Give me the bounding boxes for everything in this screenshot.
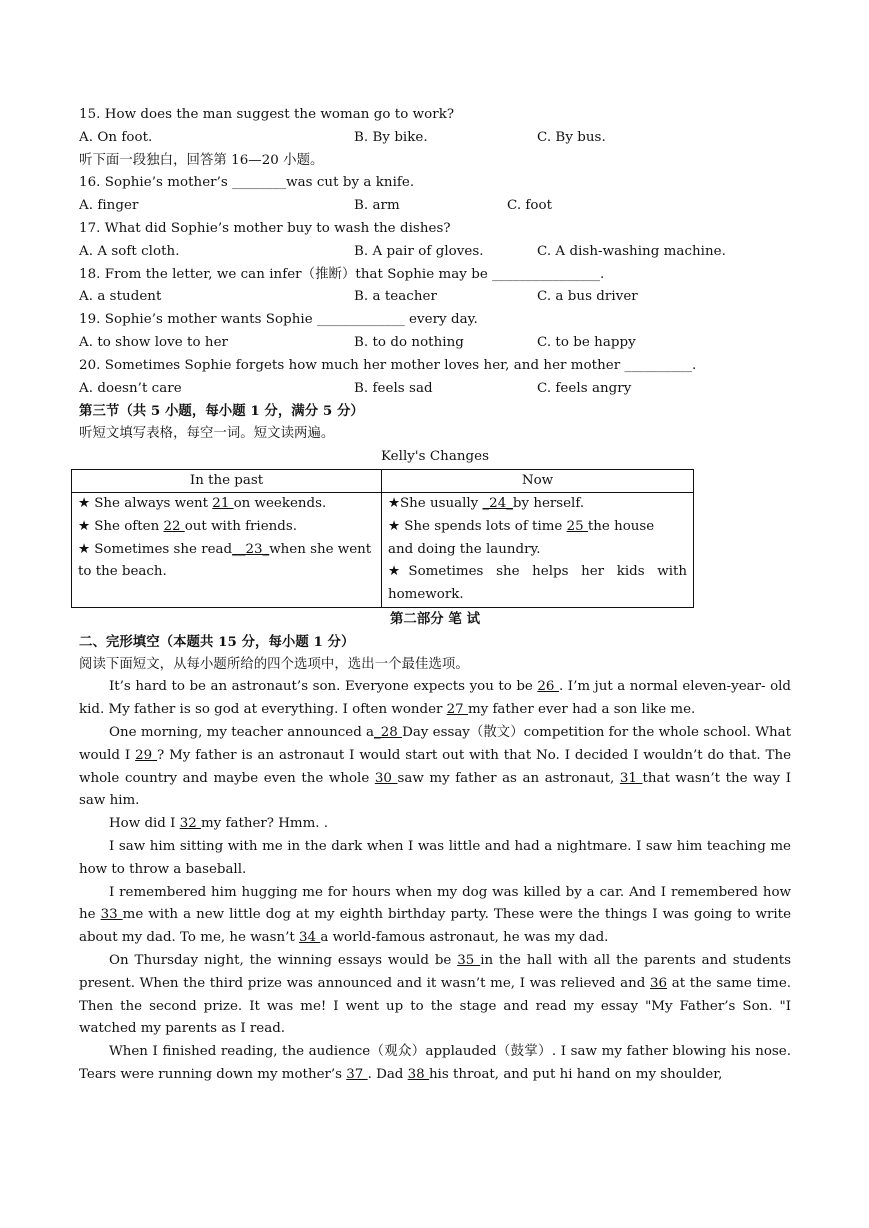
passage-paragraph-1: It’s hard to be an astronaut’s son. Everyone expects you to be 26 . I’m jut a normal eleven-year- old kid. My father is so god at everything. I often wonder 27 my father ever had a son like me. [79,679,791,718]
q19-options [79,332,791,355]
blank-35: 35 [457,952,481,968]
blank-21: 21 [212,496,234,511]
blank-29: 29 [135,747,158,763]
q19-stem: 19. Sophie’s mother wants Sophie _____________ every day. [79,312,478,328]
q19-option-b: B. to do nothing [354,334,464,350]
now-line-2: ★ She spends lots of time 25 the house [388,518,655,534]
q18-option-c: C. a bus driver [537,289,638,305]
written-section [79,608,791,1087]
past-line-3: ★ Sometimes she read__23_when she went [78,541,372,557]
cloze-section-title: 二、完形填空（本题共 15 分，每小题 1 分） [79,633,355,650]
q16-option-c: C. foot [507,198,553,214]
blank-28: _28 [374,724,403,740]
q17-option-a: A. A soft cloth. [79,243,180,259]
cell-now [382,493,694,608]
blank-37: 37 [346,1066,368,1082]
q16-options [79,195,791,218]
section3-instruction: 听短文填写表格，每空一词。短文读两遍。 [79,426,335,442]
listening-section [79,104,791,469]
q15-option-c: C. By bus. [537,129,606,145]
blank-27: 27 [446,702,468,718]
q17-stem: 17. What did Sophie’s mother buy to wash the dishes? [79,220,451,236]
blank-32: 32 [179,816,201,832]
col-header-now: Now [382,470,694,493]
q20-option-a: A. doesn’t care [79,380,182,396]
q15-stem: 15. How does the man suggest the woman go to work? [79,107,455,122]
q19-option-a: A. to show love to her [79,334,228,350]
passage-paragraph-2: One morning, my teacher announced a_28 Day essay（散文）competition for the whole school. What would I 29 ? My father is an astronaut I would start out with that No. I decided I wouldn’t do that. The whole country and maybe even the whole 30 saw my father as an astronaut, 31 that wasn’t the way I saw him. [79,724,791,809]
q19-option-c: C. to be happy [537,334,636,350]
q15-option-b: B. By bike. [354,129,428,145]
intro-16-20: 听下面一段独白，回答第 16—20 小题。 [79,152,324,168]
passage-paragraph-7: When I finished reading, the audience（观众）applauded（鼓掌）. I saw my father blowing his nose. Tears were running down my mother’s 37 . Dad 38 his throat, and put hi hand on my shoulder, [79,1044,791,1082]
blank-33: 33 [100,907,123,923]
q18-options [79,286,791,309]
q17-option-b: B. A pair of gloves. [354,243,484,259]
q17-option-c: C. A dish-washing machine. [537,243,726,259]
past-line-4: to the beach. [78,564,167,580]
q15-options [79,127,791,150]
q17-options [79,241,791,264]
q15-option-a: A. On foot. [79,129,153,145]
past-line-2: ★ She often 22 out with friends. [78,518,297,534]
q20-option-c: C. feels angry [537,380,632,396]
passage-paragraph-3: How did I 32 my father? Hmm. . [109,816,329,832]
q18-stem: 18. From the letter, we can infer（推断）that Sophie may be ________________. [79,266,605,282]
col-header-past: In the past [72,470,382,493]
blank-31: 31 [619,770,643,786]
q20-option-b: B. feels sad [354,380,433,396]
past-line-1: ★ She always went 21 on weekends. [78,496,327,511]
blank-23: __23_ [232,541,270,557]
blank-34: 34 [299,930,321,946]
q16-option-b: B. arm [354,198,400,214]
now-line-1: ★She usually _24_by herself. [388,496,585,511]
now-line-4: ★Sometimes she helps her kids with [388,564,687,580]
section3-title: 第三节（共 5 小题，每小题 1 分，满分 5 分） [79,403,364,420]
q20-stem: 20. Sometimes Sophie forgets how much her mother loves her, and her mother __________. [79,357,697,373]
now-line-3: and doing the laundry. [388,541,541,557]
q18-option-a: A. a student [79,289,162,305]
q20-options [79,378,791,401]
blank-36: 36 [650,975,668,991]
blank-22: 22 [163,518,185,534]
passage-paragraph-5: I remembered him hugging me for hours when my dog was killed by a car. And I remembered how he 33 me with a new little dog at my eighth birthday party. These were the things I was going to write about my dad. To me, he wasn’t 34 a world-famous astronaut, he was my dad. [79,884,791,946]
blank-26: 26 [537,679,559,695]
cell-past [72,493,382,608]
blank-24: _24_ [482,496,513,511]
blank-25: 25 [566,518,588,534]
table-title: Kelly's Changes [380,448,490,464]
passage-paragraph-6: On Thursday night, the winning essays would be 35 in the hall with all the parents and students present. When the third prize was announced and it wasn’t me, I was relieved and 36 at the same time. Then the second prize. It was me! I went up to the stage and read my essay "My Father’s Son. "I watched my parents as I read. [79,952,792,1037]
kelly-changes-table [71,469,694,608]
q18-option-b: B. a teacher [354,289,437,305]
now-line-5: homework. [388,587,464,603]
part2-title: 第二部分 笔 试 [389,611,481,627]
cloze-instruction: 阅读下面短文，从每小题所给的四个选项中，选出一个最佳选项。 [79,656,469,672]
passage-paragraph-4: I saw him sitting with me in the dark when I was little and had a nightmare. I saw him teaching me how to throw a baseball. [79,838,791,877]
blank-30: 30 [374,770,398,786]
blank-38: 38 [407,1066,429,1082]
q16-stem: 16. Sophie’s mother’s ________was cut by a knife. [79,175,415,191]
q16-option-a: A. finger [79,198,139,214]
